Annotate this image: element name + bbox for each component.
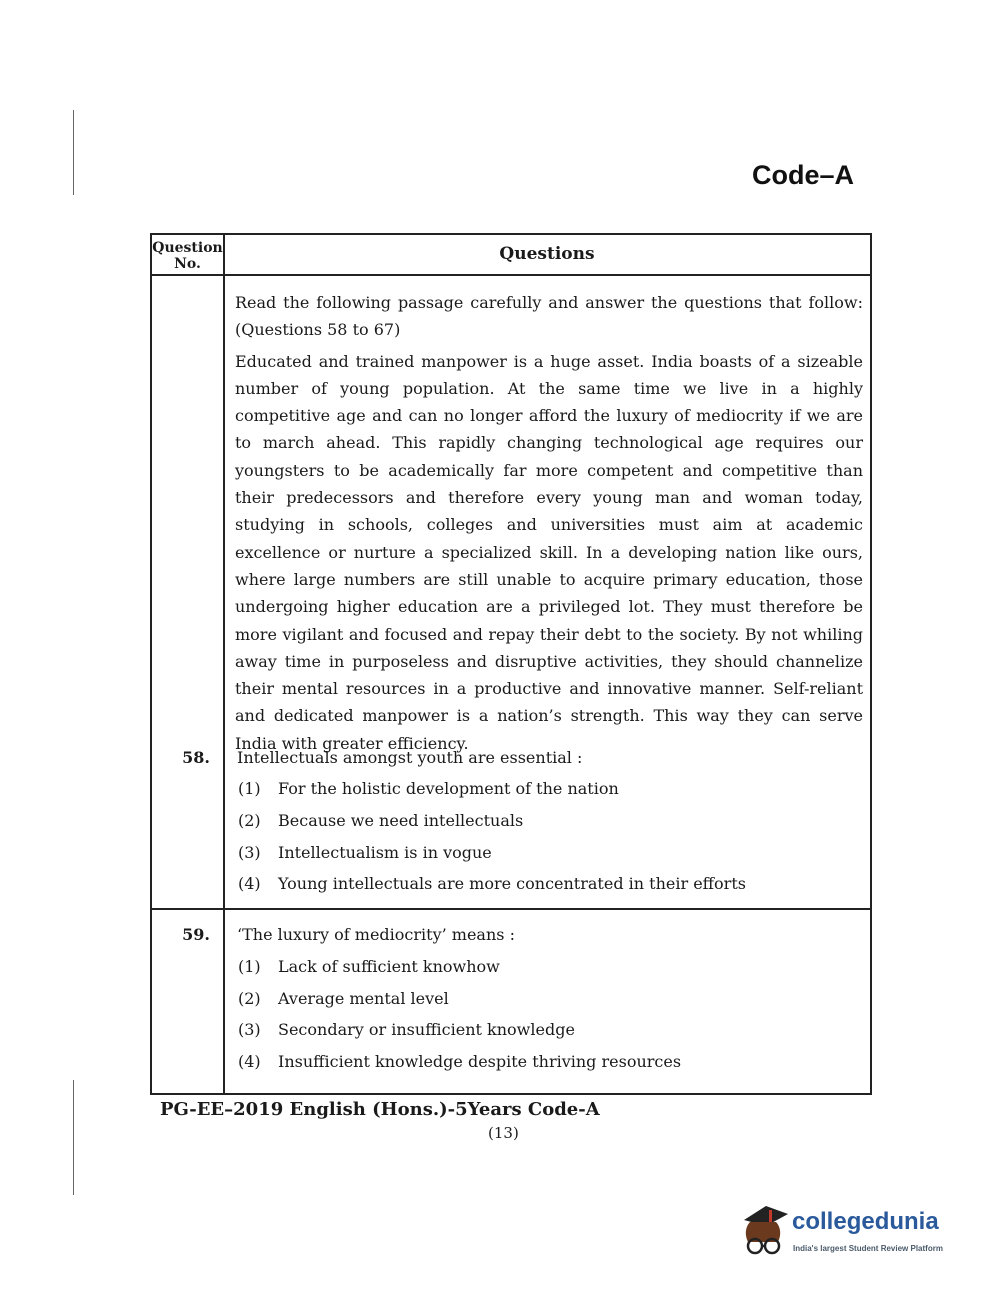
left-margin-rule <box>73 1080 74 1195</box>
collegedunia-watermark <box>736 1196 966 1266</box>
passage-text: Educated and trained manpower is a huge asset. India boasts of a sizeable number of young population. At the same time we live in a highly competitive age and can no longer afford the luxury of mediocrity if we are to march ahead. This rapidly changing technological age requires our youngsters to be academically far more competent and competitive than their predecessors and therefore every young man and woman today, studying in schools, colleges and universities must aim at academic excellence or nurture a specialized skill. In a developing nation like ours, where large numbers are still unable to acquire primary education, those undergoing higher education are a privileged lot. They must therefore be more vigilant and focused and repay their debt to the society. By not whiling away time in purposeless and disruptive activities, they should channelize their mental resources in a productive and innovative manner. Self-reliant and dedicated manpower is a nation’s strength. This way they can serve India with greater efficiency. <box>235 351 863 753</box>
question-number: 59. <box>182 925 210 944</box>
left-margin-rule <box>73 110 74 195</box>
option: (2) Average mental level <box>238 989 449 1008</box>
brand-tagline: India's largest Student Review Platform <box>793 1244 943 1253</box>
option: (4) Young intellectuals are more concentrated in their efforts <box>238 874 746 893</box>
question-no-header: Question No. <box>152 240 223 272</box>
questions-header: Questions <box>499 244 595 264</box>
brand-name: collegedunia <box>792 1208 939 1235</box>
question-table <box>150 233 872 1095</box>
question-text: Intellectuals amongst youth are essential : <box>237 748 583 767</box>
paper-footer: PG-EE–2019 English (Hons.)-5Years Code-A <box>160 1099 600 1120</box>
question-number: 58. <box>182 748 210 767</box>
passage-instruction: Read the following passage carefully and answer the questions that follow: (Questions 58 to 67) <box>235 293 863 340</box>
option: (3) Secondary or insufficient knowledge <box>238 1020 575 1039</box>
column-divider <box>223 235 225 1093</box>
header-divider <box>152 274 870 276</box>
option: (1) For the holistic development of the nation <box>238 779 619 798</box>
row-divider <box>152 908 870 910</box>
option: (3) Intellectualism is in vogue <box>238 843 492 862</box>
option: (1) Lack of sufficient knowhow <box>238 957 500 976</box>
option: (4) Insufficient knowledge despite thriving resources <box>238 1052 682 1071</box>
question-text: ‘The luxury of mediocrity’ means : <box>237 925 515 944</box>
page-number: (13) <box>488 1124 519 1142</box>
option: (2) Because we need intellectuals <box>238 811 524 830</box>
paper-code: Code–A <box>752 160 855 190</box>
mascot-icon <box>736 1196 792 1262</box>
passage <box>235 289 863 757</box>
